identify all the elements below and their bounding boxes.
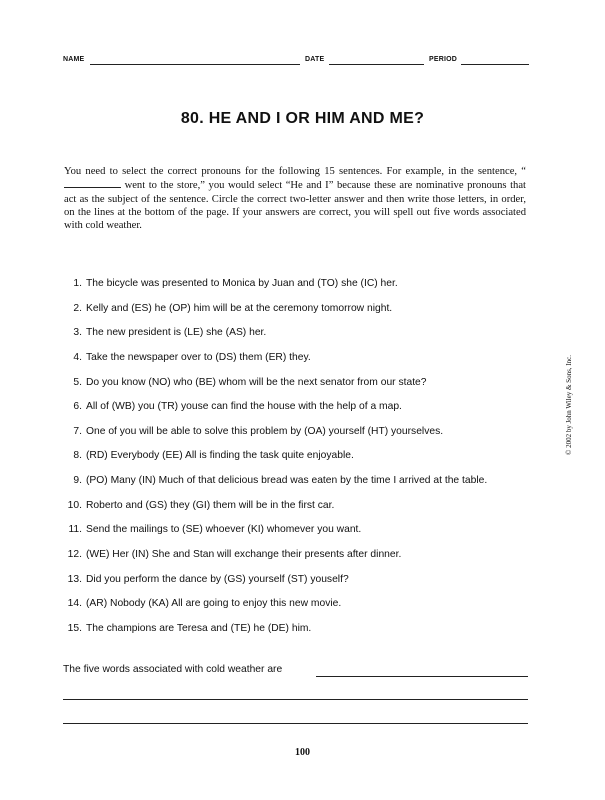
question-text: Take the newspaper over to (DS) them (ER) they. bbox=[86, 351, 311, 363]
question-item bbox=[62, 475, 542, 500]
example-blank bbox=[64, 178, 121, 188]
question-item bbox=[62, 450, 542, 475]
question-text: (AR) Nobody (KA) All are going to enjoy this new movie. bbox=[86, 598, 342, 610]
question-number: 2. bbox=[73, 302, 82, 314]
question-item bbox=[62, 574, 542, 599]
question-item bbox=[62, 623, 542, 648]
question-number: 14. bbox=[67, 598, 82, 610]
date-label: DATE bbox=[305, 56, 325, 63]
answer-line-2[interactable] bbox=[63, 699, 528, 700]
question-number: 10. bbox=[67, 499, 82, 511]
question-item bbox=[62, 426, 542, 451]
question-item bbox=[62, 377, 542, 402]
question-number: 8. bbox=[73, 450, 82, 462]
worksheet-title: 80. HE AND I OR HIM AND ME? bbox=[180, 110, 425, 127]
question-number: 5. bbox=[73, 376, 82, 388]
instructions-text-part2: went to the store,” you would select “He and I” because these are nominative pronouns that act as the subject of the sentence. Circle the correct two-letter answer and then write those letters, in order, on the lines at the bottom of the page. If your answers are correct, you will spell out five words associated with cold weather. bbox=[64, 180, 526, 232]
question-text: Do you know (NO) who (BE) whom will be the next senator from our state? bbox=[86, 376, 427, 388]
period-label: PERIOD bbox=[429, 56, 458, 63]
question-item bbox=[62, 500, 542, 525]
question-item bbox=[62, 352, 542, 377]
question-text: The champions are Teresa and (TE) he (DE) him. bbox=[86, 622, 312, 634]
question-number: 7. bbox=[73, 425, 82, 437]
question-number: 3. bbox=[73, 327, 82, 339]
question-item bbox=[62, 524, 542, 549]
question-number: 4. bbox=[73, 351, 82, 363]
question-text: The bicycle was presented to Monica by Juan and (TO) she (IC) her. bbox=[86, 278, 398, 289]
student-info-header bbox=[63, 54, 529, 68]
question-text: Did you perform the dance by (GS) yourself (ST) youself? bbox=[86, 573, 349, 585]
answer-line-3[interactable] bbox=[63, 723, 528, 724]
question-text: (RD) Everybody (EE) All is finding the task quite enjoyable. bbox=[86, 450, 354, 462]
question-text: Roberto and (GS) they (GI) them will be in the first car. bbox=[86, 499, 335, 511]
question-item bbox=[62, 549, 542, 574]
question-item bbox=[62, 278, 542, 303]
question-number: 1. bbox=[73, 278, 82, 289]
question-list bbox=[62, 278, 542, 648]
answer-prompt: The five words associated with cold weather are bbox=[63, 664, 283, 675]
question-item bbox=[62, 327, 542, 352]
question-text: (PO) Many (IN) Much of that delicious bread was eaten by the time I arrived at the table. bbox=[86, 475, 488, 487]
question-number: 12. bbox=[67, 549, 82, 561]
question-item bbox=[62, 598, 542, 623]
question-number: 6. bbox=[73, 401, 82, 413]
name-label: NAME bbox=[63, 56, 85, 63]
period-field[interactable] bbox=[461, 64, 529, 65]
question-number: 13. bbox=[67, 573, 82, 585]
name-field[interactable] bbox=[90, 64, 300, 65]
question-text: Send the mailings to (SE) whoever (KI) whomever you want. bbox=[86, 524, 362, 536]
question-text: One of you will be able to solve this problem by (OA) yourself (HT) yourselves. bbox=[86, 425, 444, 437]
question-text: (WE) Her (IN) She and Stan will exchange their presents after dinner. bbox=[86, 549, 402, 561]
instructions-text-part1: You need to select the correct pronouns for the following 15 sentences. For example, in the sentence, “ bbox=[64, 166, 526, 177]
page-number: 100 bbox=[295, 747, 310, 758]
instructions-paragraph bbox=[64, 165, 526, 232]
question-item bbox=[62, 401, 542, 426]
copyright-notice: © 2002 by John Wiley & Sons, Inc. bbox=[565, 355, 573, 455]
question-number: 15. bbox=[67, 622, 82, 634]
question-text: The new president is (LE) she (AS) her. bbox=[86, 327, 267, 339]
question-text: All of (WB) you (TR) youse can find the house with the help of a map. bbox=[86, 401, 402, 413]
answer-line-1[interactable] bbox=[316, 676, 528, 677]
question-number: 11. bbox=[68, 524, 82, 536]
date-field[interactable] bbox=[329, 64, 424, 65]
question-item bbox=[62, 303, 542, 328]
question-text: Kelly and (ES) he (OP) him will be at the ceremony tomorrow night. bbox=[86, 302, 393, 314]
question-number: 9. bbox=[73, 475, 82, 487]
